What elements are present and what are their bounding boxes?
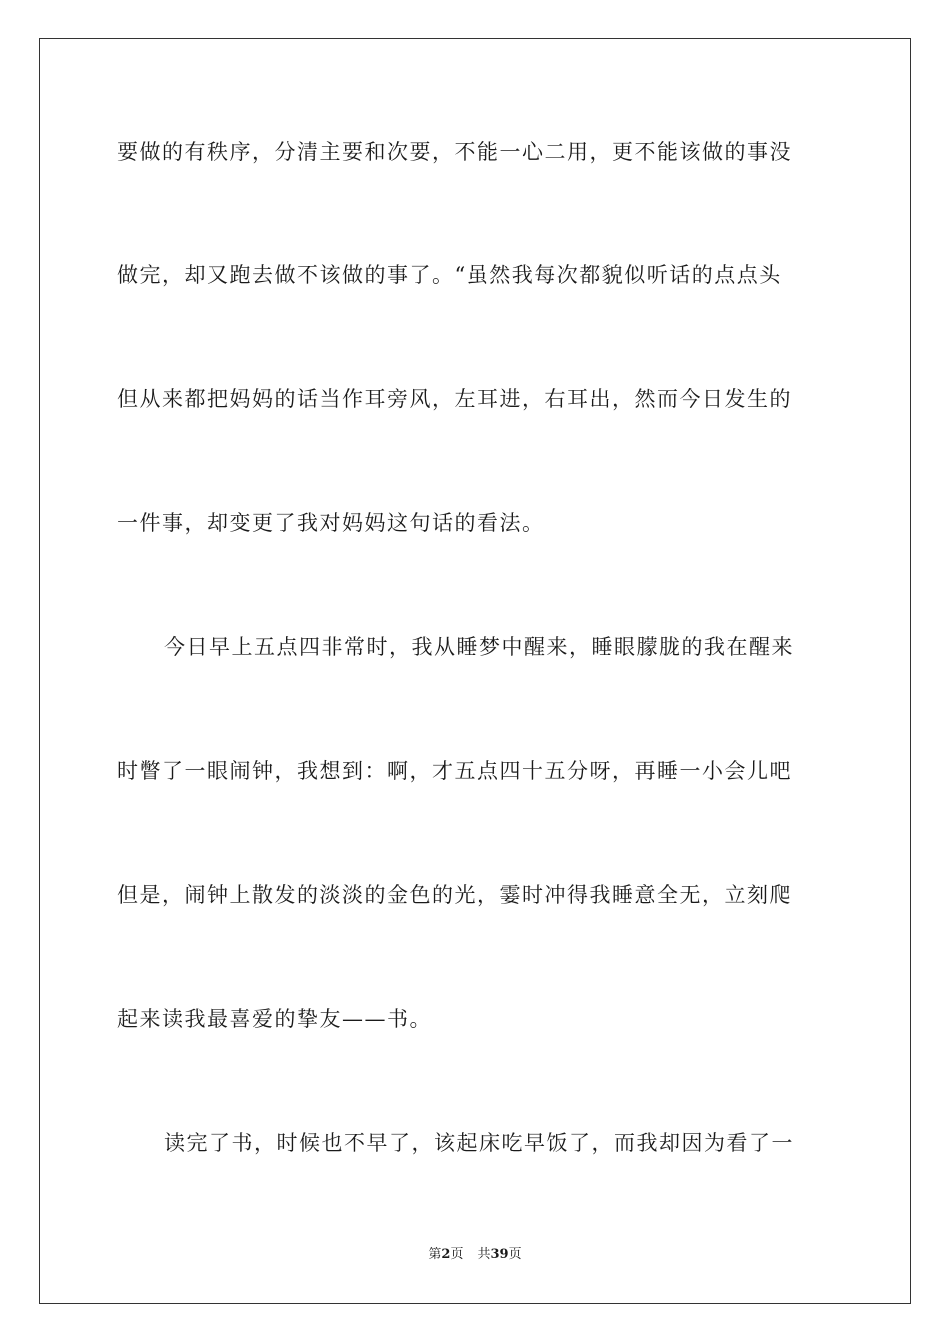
text-line: 时瞥了一眼闹钟，我想到：啊，才五点四十五分呀，再睡一小会儿吧 [117, 759, 792, 783]
text-line: 要做的有秩序，分清主要和次要，不能一心二用，更不能该做的事没 [117, 140, 792, 164]
text-line: 但从来都把妈妈的话当作耳旁风，左耳进，右耳出，然而今日发生的 [117, 387, 792, 411]
page-suffix: 页 [450, 1247, 464, 1262]
text-line: 一件事，却变更了我对妈妈这句话的看法。 [117, 511, 545, 535]
page-border [39, 38, 911, 1304]
total-pages: 39 [490, 1247, 509, 1262]
total-prefix: 共 [477, 1247, 491, 1262]
text-line: 做完，却又跑去做不该做的事了。“虽然我每次都貌似听话的点点头 [117, 263, 782, 287]
total-suffix: 页 [508, 1247, 522, 1262]
text-line: 起来读我最喜爱的挚友——书。 [117, 1007, 432, 1031]
text-line: 但是，闹钟上散发的淡淡的金色的光，霎时冲得我睡意全无，立刻爬 [117, 883, 792, 907]
page-prefix: 第 [428, 1247, 442, 1262]
page-footer [0, 1246, 950, 1264]
paragraph-start-line: 今日早上五点四非常时，我从睡梦中醒来，睡眼朦胧的我在醒来 [164, 635, 794, 659]
page-number: 2 [441, 1247, 451, 1262]
paragraph-start-line: 读完了书，时候也不早了，该起床吃早饭了，而我却因为看了一 [164, 1131, 794, 1155]
